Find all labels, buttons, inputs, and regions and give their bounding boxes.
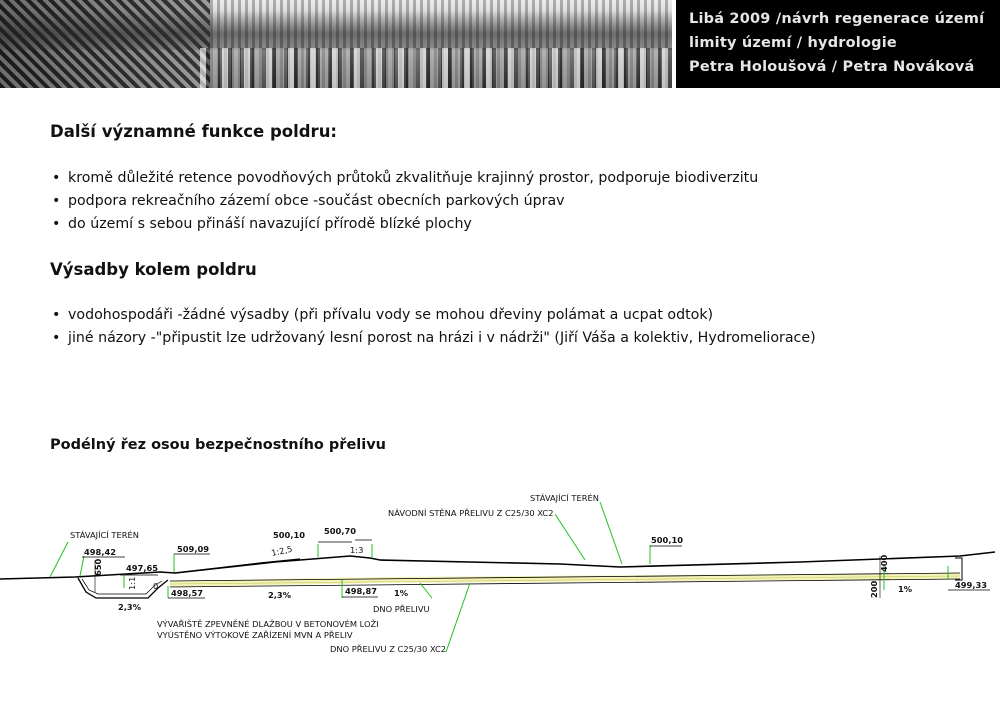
label-dno-prelivu: DNO PŘELIVU	[373, 604, 430, 614]
longitudinal-section-diagram	[0, 480, 1000, 680]
grade-1-mid: 1%	[394, 588, 409, 598]
dimension-200: 200	[869, 580, 879, 598]
slope-0: 0	[153, 581, 159, 591]
list-item: • do území s sebou přináší navazující přírodě blízké plochy	[52, 213, 758, 236]
title-line-1: Libá 2009 /návrh regenerace území	[689, 11, 985, 27]
title-line-2: limity území / hydrologie	[689, 35, 897, 51]
title-line-3: Petra Holoušová / Petra Nováková	[689, 59, 975, 75]
terrain-line-left	[175, 559, 300, 573]
section-2-list	[52, 304, 816, 350]
header-photo	[0, 0, 672, 88]
diagram-title: Podélný řez osou bezpečnostního přelivu	[50, 437, 387, 453]
elevation-500-10-left: 500,10	[273, 530, 306, 540]
elevation-497-65: 497,65	[126, 563, 159, 573]
label-vyvariste-1: VÝVAŘIŠTĚ ZPEVNĚNÉ DLAŽBOU V BETONOVÉM LOŽI	[157, 619, 379, 629]
elevation-499-33: 499,33	[955, 580, 988, 590]
label-vyvariste-2: VYÚSTĚNO VÝTOKOVÉ ZAŘÍZENÍ MVN A PŘELIV	[157, 630, 353, 640]
label-dno-prelivu-c25: DNO PŘELIVU Z C25/30 XC2	[330, 644, 447, 654]
slope-1-2-5: 1:2,5	[270, 543, 294, 558]
elevation-498-87: 498,87	[345, 586, 378, 596]
list-item: • vodohospodáři -žádné výsadby (při přívalu vody se mohou dřeviny polámat a ucpat odtok)	[52, 304, 816, 327]
label-navodni-stena: NÁVODNÍ STĚNA PŘELIVU Z C25/30 XC2	[388, 508, 554, 518]
slope-1-3: 1:3	[350, 545, 364, 555]
elevation-500-10-right: 500,10	[651, 535, 684, 545]
slope-1-1: 1:1	[127, 576, 137, 590]
dimension-400: 400	[879, 554, 889, 572]
grade-1-right: 1%	[898, 584, 913, 594]
elevation-498-57: 498,57	[171, 588, 204, 598]
section-1-list	[52, 167, 758, 236]
grade-2-3-left: 2,3%	[118, 602, 142, 612]
list-item: • podpora rekreačního zázemí obce -součást obecních parkových úprav	[52, 190, 758, 213]
elevation-500-70: 500,70	[324, 526, 357, 536]
title-box	[676, 0, 1000, 88]
list-item: • jiné názory -"připustit lze udržovaný lesní porost na hrázi i v nádrži" (Jiří Váša a kolektiv, Hydromeliorace)	[52, 327, 816, 350]
section-1-heading: Další významné funkce poldru:	[50, 122, 338, 141]
photo-houses	[200, 48, 672, 88]
photo-hills	[0, 10, 672, 50]
list-item: • kromě důležité retence povodňových průtoků zkvalitňuje krajinný prostor, podporuje biodiverzitu	[52, 167, 758, 190]
label-stavajici-teren-left: STÁVAJÍCÍ TERÉN	[70, 530, 139, 540]
dimension-650: 650	[93, 558, 103, 576]
label-stavajici-teren-top: STÁVAJÍCÍ TERÉN	[530, 493, 599, 503]
elevation-498-42: 498,42	[84, 547, 117, 557]
section-2-heading: Výsadby kolem poldru	[50, 260, 257, 279]
stilling-basin-inner	[82, 576, 162, 594]
elevation-509-09: 509,09	[177, 544, 210, 554]
grade-2-3-mid: 2,3%	[268, 590, 292, 600]
